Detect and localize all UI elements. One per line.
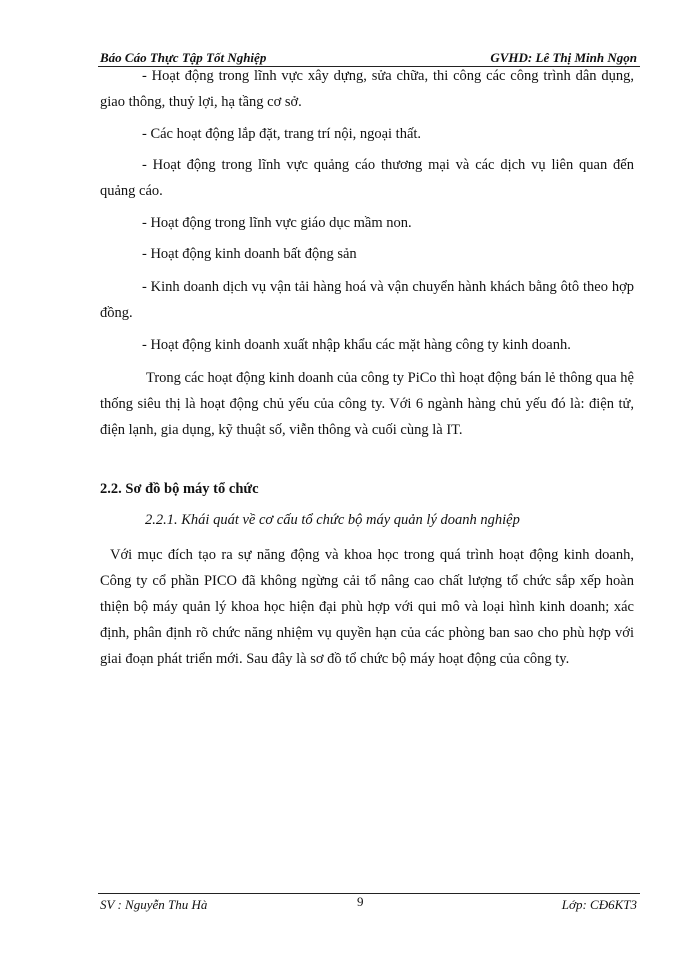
- subsection-heading: 2.2.1. Khái quát về cơ cấu tổ chức bộ máy quản lý doanh nghiệp: [145, 512, 520, 528]
- footer-class: Lớp: CĐ6KT3: [561, 897, 637, 912]
- list-item: - Hoạt động kinh doanh xuất nhập khẩu các mặt hàng công ty kinh doanh.: [142, 337, 571, 353]
- summary-paragraph: Trong các hoạt động kinh doanh của công ty PiCo thì hoạt động bán lẻ thông qua hệ thống siêu thị là hoạt động chủ yếu của công ty. Với 6 ngành hàng chủ yếu đó là: điện tử, điện lạnh, gia dụng, kỹ thuật số, viễn thông và cuối cùng là IT.: [100, 370, 634, 438]
- header-advisor: GVHD: Lê Thị Minh Ngọn: [490, 50, 637, 65]
- list-item: - Hoạt động kinh doanh bất động sản: [142, 246, 357, 262]
- footer-divider: [98, 893, 640, 894]
- section-paragraph: Với mục đích tạo ra sự năng động và khoa học trong quá trình hoạt động kinh doanh, Công ty cổ phần PICO đã không ngừng cải tổ nâng cao chất lượng tổ chức sắp xếp hoàn thiện bộ máy quản lý khoa học hiện đại phù hợp với qui mô và loại hình kinh doanh; xác định, phân định rõ chức năng nhiệm vụ quyền hạn của các phòng ban sao cho phù hợp với giai đoạn phát triển mới. Sau đây là sơ đồ tổ chức bộ máy hoạt động của công ty.: [100, 547, 634, 667]
- list-item: - Kinh doanh dịch vụ vận tải hàng hoá và vận chuyển hành khách bằng ôtô theo hợp đồng.: [100, 279, 634, 321]
- list-item: - Hoạt động trong lĩnh vực giáo dục mầm non.: [142, 215, 412, 231]
- list-item: - Hoạt động trong lĩnh vực quảng cáo thương mại và các dịch vụ liên quan đến quảng cáo.: [100, 157, 634, 199]
- page-number: 9: [357, 894, 364, 909]
- list-item: - Hoạt động trong lĩnh vực xây dựng, sửa chữa, thi công các công trình dân dụng, giao thông, thuỷ lợi, hạ tầng cơ sở.: [100, 68, 634, 110]
- footer-student: SV : Nguyễn Thu Hà: [100, 897, 208, 912]
- section-heading: 2.2. Sơ đồ bộ máy tổ chức: [100, 481, 259, 497]
- header-report-title: Báo Cáo Thực Tập Tốt Nghiệp: [100, 50, 267, 65]
- list-item: - Các hoạt động lắp đặt, trang trí nội, ngoại thất.: [142, 126, 422, 142]
